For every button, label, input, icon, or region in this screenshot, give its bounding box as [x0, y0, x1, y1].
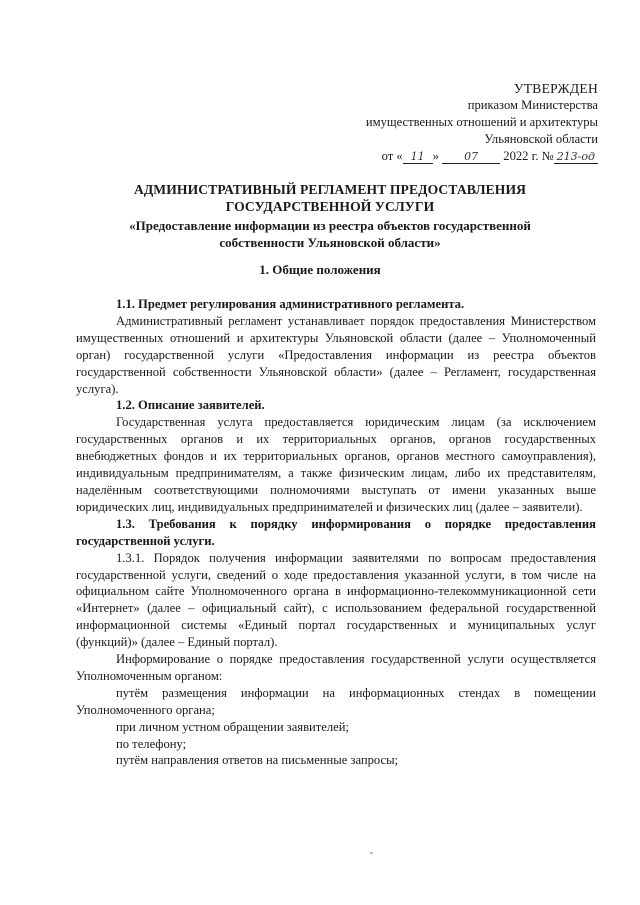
heading-1-2: 1.2. Описание заявителей.	[116, 398, 265, 413]
date-mid: »	[432, 149, 439, 163]
scan-speck	[370, 852, 373, 854]
approval-heading: УТВЕРЖДЕН	[513, 81, 598, 96]
list-item: при личном устном обращении заявителей;	[116, 719, 349, 734]
handwritten-month: 07	[442, 151, 500, 164]
heading-1-1: 1.1. Предмет регулирования административного регламента.	[116, 297, 465, 311]
approval-date-line	[366, 148, 598, 165]
paragraph-1-1: Административный регламент устанавливает порядок предоставления Министерством имущественных отношений и архитектуры Ульяновской области (далее – Уполномоченный орган) государственной услуги «Предоставления информации из реестра объектов государственной собственности Ульяновской области» (далее – Регламент, государственная услуга).	[76, 313, 596, 396]
list-item: путём размещения информации на информационных стендах в помещении Уполномоченного органа;	[76, 685, 596, 717]
date-prefix: от «	[381, 149, 403, 163]
subtitle-line-2: собственности Ульяновской области»	[219, 235, 441, 250]
paragraph-informing: Информирование о порядке предоставления государственной услуги осуществляется Уполномоченным органом:	[76, 652, 596, 683]
title-line-1: АДМИНИСТРАТИВНЫЙ РЕГЛАМЕНТ ПРЕДОСТАВЛЕНИЯ	[133, 182, 527, 197]
date-year: 2022 г. №	[503, 149, 554, 163]
document-body	[76, 296, 596, 769]
handwritten-day: 11	[403, 151, 433, 164]
list-item: путём направления ответов на письменные запросы;	[116, 753, 399, 768]
approval-line-3: Ульяновской области	[484, 132, 598, 146]
heading-1-3: 1.3. Требования к порядку информирования о порядке предоставления государственной услуги.	[76, 516, 596, 548]
paragraph-1-2: Государственная услуга предоставляется юридическим лицам (за исключением государственных органов и их территориальных органов, органов государственных внебюджетных фондов и их территориальных органов, органов местного самоуправления), индивидуальным предпринимателям, а также физическим лицам, либо их представителям, наделённым соответствующими полномочиями выступать от имени указанных выше юридических лиц, индивидуальных предпринимателей и физических лиц (далее – заявители).	[76, 415, 596, 514]
handwritten-number: 213-од	[554, 151, 598, 164]
list-item: по телефону;	[116, 736, 187, 751]
section-heading: 1. Общие положения	[259, 262, 381, 277]
approval-line-1: приказом Министерства	[467, 98, 598, 112]
paragraph-1-3-1: 1.3.1. Порядок получения информации заявителями по вопросам предоставления государственной услуги, сведений о ходе предоставления указанной услуги, в том числе на официальном сайте Уполномоченного органа в информационно-телекоммуникационной сети «Интернет» (далее – официальный сайт), с использованием федеральной государственной информационной системы «Единый портал государственных и муниципальных услуг (функций)» (далее – Единый портал).	[76, 550, 596, 650]
approval-stamp	[366, 80, 598, 165]
document-title	[60, 181, 600, 251]
approval-line-2: имущественных отношений и архитектуры	[365, 115, 598, 129]
title-line-2: ГОСУДАРСТВЕННОЙ УСЛУГИ	[225, 199, 435, 214]
subtitle-line-1: «Предоставление информации из реестра объектов государственной	[129, 218, 531, 233]
